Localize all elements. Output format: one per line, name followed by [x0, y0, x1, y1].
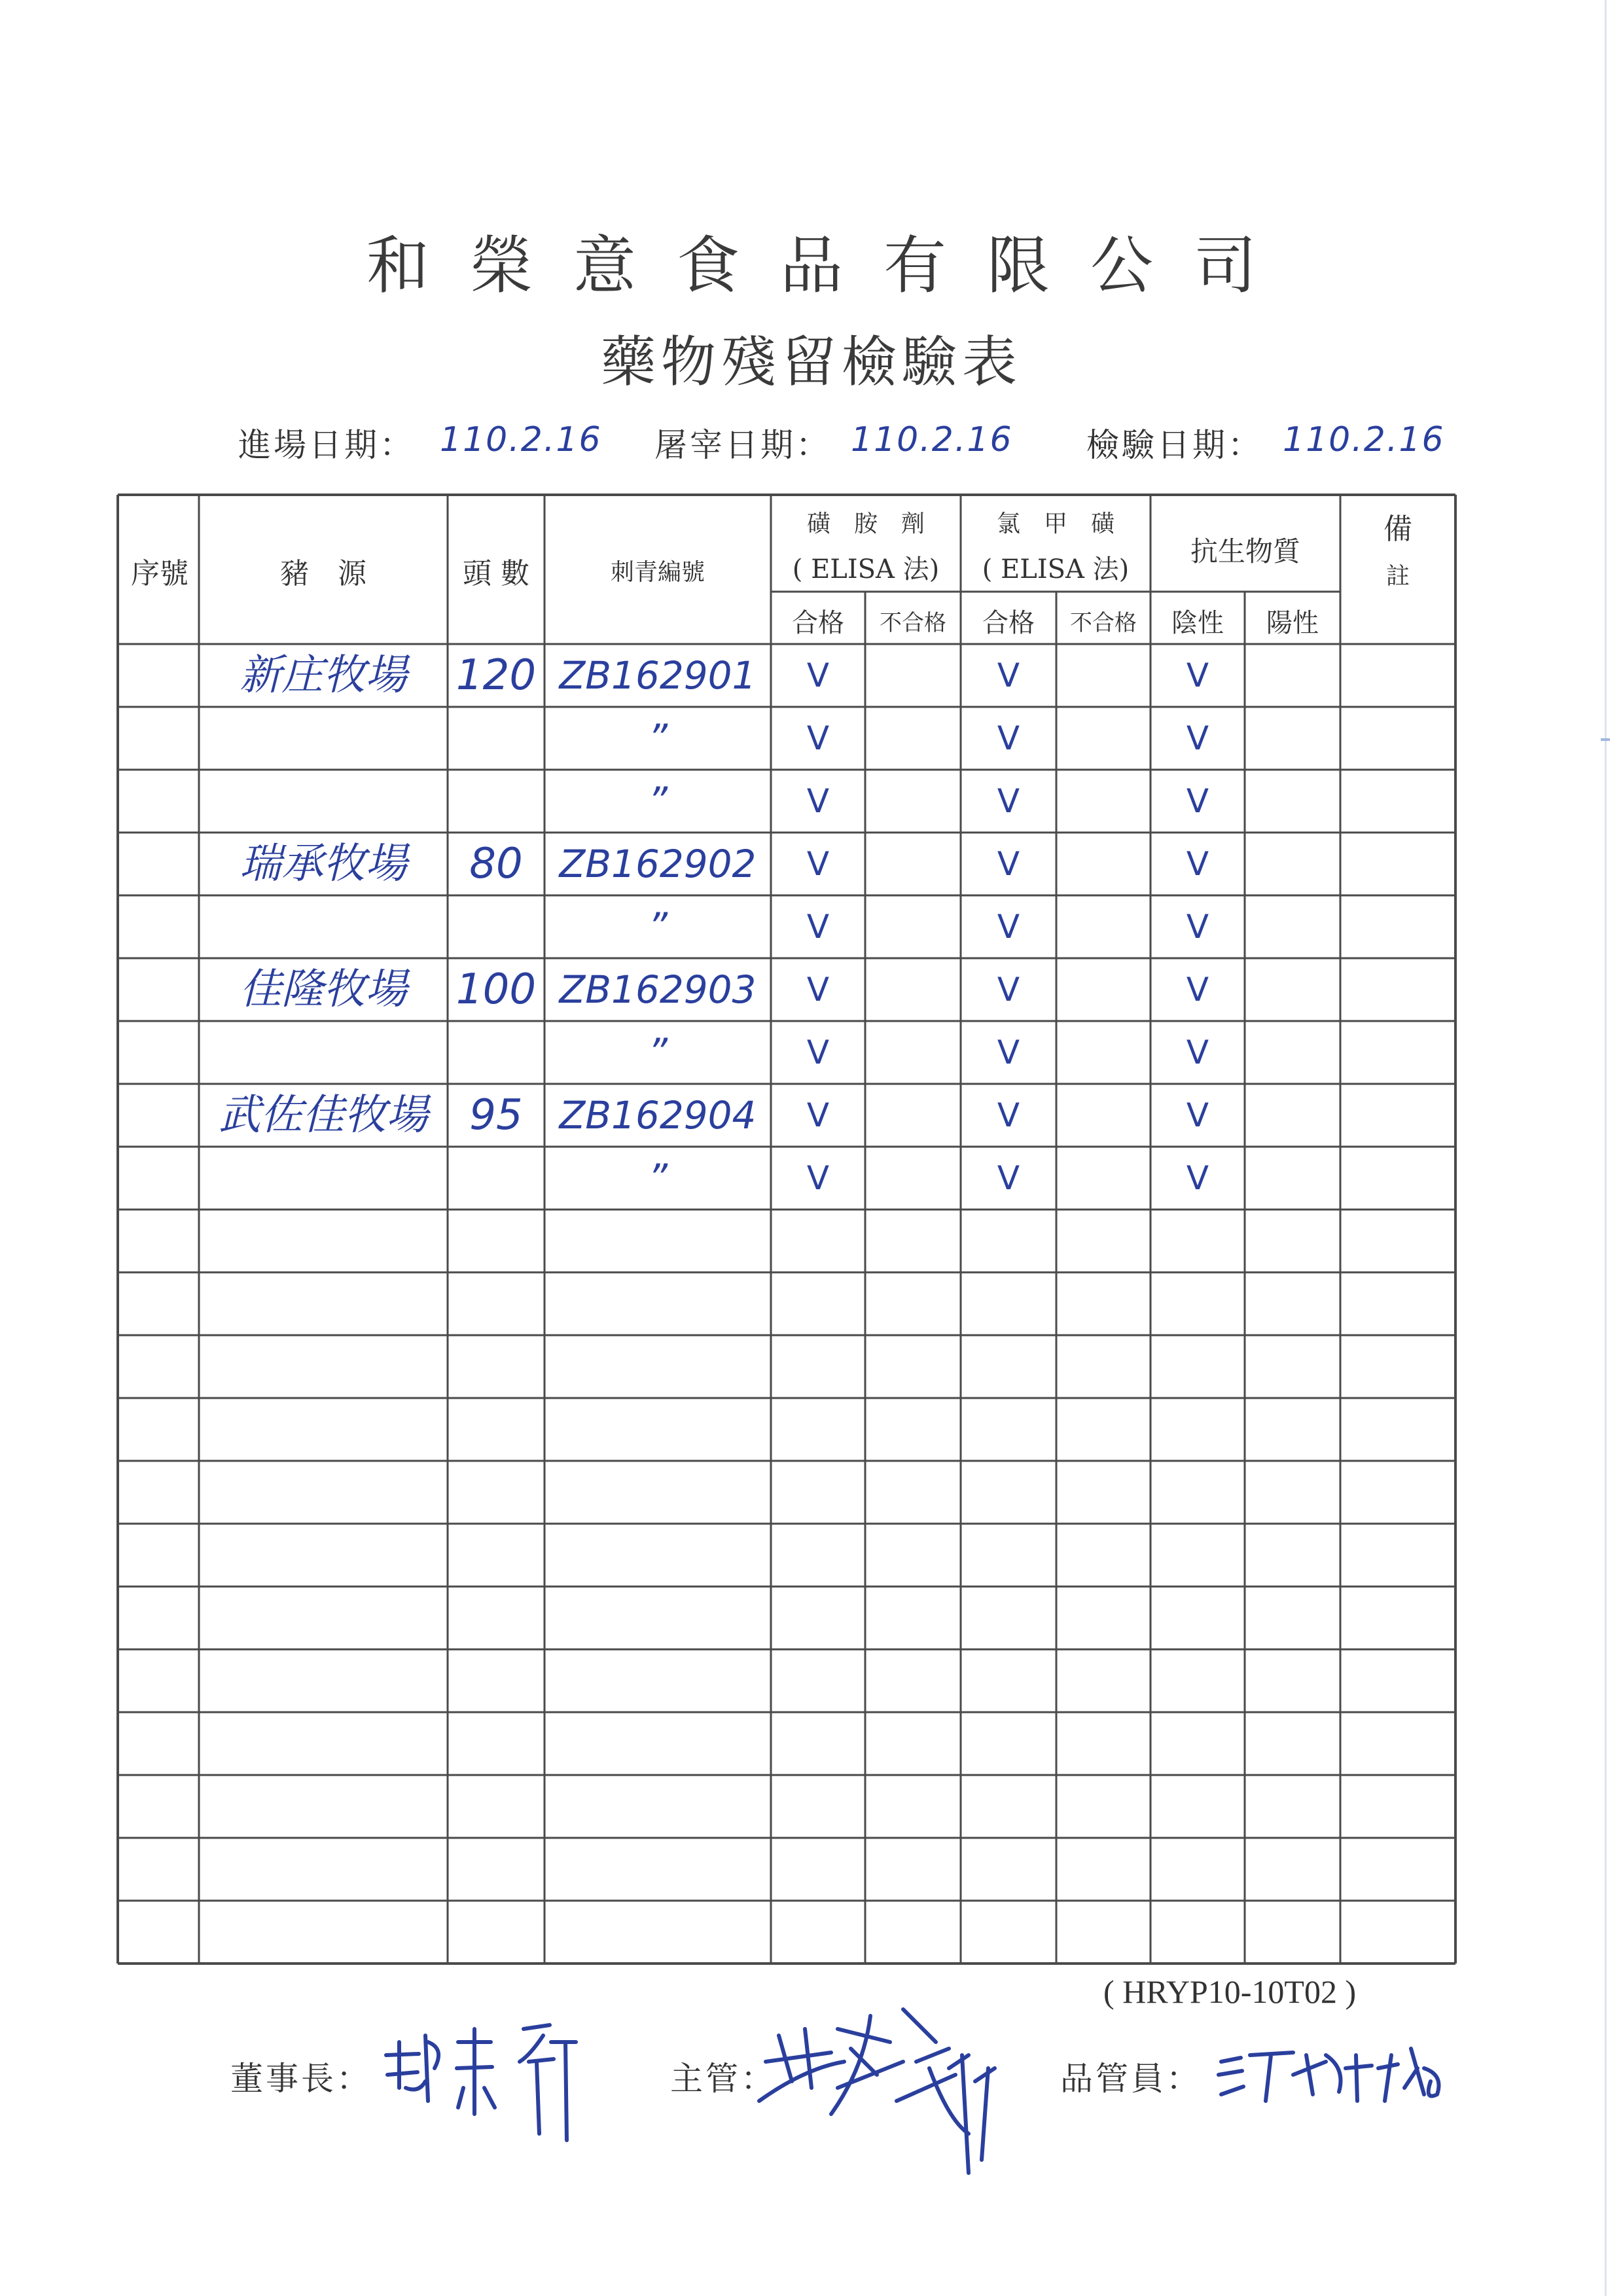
header-seq: 序號	[131, 557, 188, 590]
cell-positive	[1245, 1147, 1340, 1210]
cell-chloram-fail	[1056, 644, 1150, 707]
cell-seq	[118, 770, 199, 833]
cell-seq	[118, 833, 199, 895]
cell-head-count: 100	[455, 965, 537, 1014]
cell-sulfa-fail	[865, 770, 961, 833]
header-positive: 陽性	[1266, 608, 1319, 638]
cell-sulfa-pass: V	[806, 1096, 830, 1134]
cell-chloram-fail	[1056, 1021, 1150, 1084]
form-title: 藥物殘留檢驗表	[600, 330, 1022, 394]
cell-sulfa-pass: V	[806, 1033, 830, 1071]
cell-chloram-pass: V	[997, 845, 1020, 883]
qc-signature	[1215, 2029, 1450, 2114]
cell-source: 瑞承牧場	[240, 840, 407, 888]
cell-positive	[1245, 1084, 1340, 1147]
cell-chloram-pass: V	[997, 1096, 1020, 1134]
cell-seq	[118, 1147, 199, 1210]
cell-positive	[1245, 770, 1340, 833]
cell-negative: V	[1186, 1096, 1209, 1134]
cell-remark	[1340, 895, 1455, 958]
header-chloram-pass: 合格	[982, 608, 1035, 638]
cell-source	[199, 1021, 448, 1084]
cell-head-count: 95	[469, 1091, 523, 1139]
slaughter-date-label: 屠宰日期：	[654, 426, 831, 464]
cell-head-count	[448, 895, 544, 958]
cell-remark	[1340, 644, 1455, 707]
cell-tattoo: ZB162903	[559, 967, 757, 1012]
cell-tattoo: ”	[647, 1156, 668, 1200]
header-chloram: 氯 甲 磺	[996, 511, 1115, 537]
cell-head-count	[448, 1147, 544, 1210]
header-head-count: 頭 數	[463, 557, 529, 590]
cell-sulfa-pass: V	[806, 971, 830, 1009]
arrival-date-label: 進場日期：	[238, 426, 415, 464]
cell-seq	[118, 895, 199, 958]
cell-negative: V	[1186, 719, 1209, 757]
cell-chloram-fail	[1056, 707, 1150, 770]
cell-negative: V	[1186, 1033, 1209, 1071]
cell-sulfa-fail	[865, 833, 961, 895]
cell-sulfa-fail	[865, 1084, 961, 1147]
cell-seq	[118, 1084, 199, 1147]
cell-chloram-fail	[1056, 895, 1150, 958]
cell-head-count	[448, 770, 544, 833]
cell-chloram-pass: V	[997, 656, 1020, 694]
cell-chloram-pass: V	[997, 908, 1020, 946]
cell-tattoo: ”	[647, 716, 668, 761]
supervisor-label: 主管：	[670, 2060, 776, 2098]
arrival-date-value: 110.2.16	[440, 420, 602, 459]
cell-source: 新庄牧場	[240, 651, 407, 700]
header-tattoo: 刺青編號	[610, 559, 705, 586]
cell-positive	[1245, 707, 1340, 770]
cell-remark	[1340, 707, 1455, 770]
supervisor-signature	[753, 1990, 1001, 2186]
cell-sulfa-fail	[865, 1147, 961, 1210]
cell-chloram-fail	[1056, 1084, 1150, 1147]
header-remarks-1: 備	[1383, 512, 1412, 546]
cell-negative: V	[1186, 656, 1209, 694]
chairman-label: 董事長：	[230, 2060, 372, 2098]
cell-chloram-pass: V	[997, 971, 1020, 1009]
cell-tattoo: ZB162902	[559, 842, 757, 886]
cell-tattoo: ”	[647, 905, 668, 949]
cell-sulfa-pass: V	[806, 656, 830, 694]
header-sulfa-fail: 不合格	[880, 610, 946, 636]
cell-sulfa-pass: V	[806, 719, 830, 757]
qc-label: 品管員：	[1060, 2060, 1202, 2098]
cell-chloram-pass: V	[997, 782, 1020, 820]
header-negative: 陰性	[1171, 608, 1224, 638]
cell-chloram-pass: V	[997, 719, 1020, 757]
cell-chloram-fail	[1056, 770, 1150, 833]
cell-positive	[1245, 644, 1340, 707]
cell-source	[199, 895, 448, 958]
cell-sulfa-pass: V	[806, 908, 830, 946]
cell-negative: V	[1186, 782, 1209, 820]
company-name: 和榮意食品有限公司	[366, 229, 1297, 302]
form-code: ( HRYP10-10T02 )	[1103, 1973, 1357, 2010]
cell-seq	[118, 958, 199, 1021]
cell-sulfa-fail	[865, 644, 961, 707]
cell-chloram-fail	[1056, 833, 1150, 895]
cell-remark	[1340, 1021, 1455, 1084]
cell-remark	[1340, 1084, 1455, 1147]
cell-seq	[118, 707, 199, 770]
header-remarks-2: 註	[1385, 563, 1410, 590]
cell-positive	[1245, 958, 1340, 1021]
cell-positive	[1245, 833, 1340, 895]
cell-tattoo: ZB162904	[559, 1093, 757, 1138]
cell-negative: V	[1186, 845, 1209, 883]
cell-chloram-pass: V	[997, 1159, 1020, 1197]
cell-source	[199, 707, 448, 770]
cell-seq	[118, 644, 199, 707]
cell-sulfa-fail	[865, 1021, 961, 1084]
cell-sulfa-fail	[865, 958, 961, 1021]
inspection-date-value: 110.2.16	[1283, 420, 1445, 459]
cell-source	[199, 770, 448, 833]
header-sulfa-method: ( ELISA 法)	[792, 554, 940, 584]
cell-source: 武佐佳牧場	[219, 1091, 428, 1139]
cell-sulfa-pass: V	[806, 1159, 830, 1197]
cell-chloram-pass: V	[997, 1033, 1020, 1071]
header-sulfa: 磺 胺 劑	[806, 511, 925, 537]
cell-head-count	[448, 1021, 544, 1084]
cell-head-count: 120	[455, 651, 537, 700]
cell-head-count	[448, 707, 544, 770]
cell-head-count: 80	[469, 840, 523, 888]
header-sulfa-pass: 合格	[792, 608, 844, 638]
cell-sulfa-pass: V	[806, 782, 830, 820]
cell-tattoo: ZB162901	[559, 653, 757, 698]
cell-negative: V	[1186, 1159, 1209, 1197]
cell-source	[199, 1147, 448, 1210]
cell-positive	[1245, 1021, 1340, 1084]
cell-remark	[1340, 1147, 1455, 1210]
header-chloram-method: ( ELISA 法)	[982, 554, 1130, 584]
cell-negative: V	[1186, 908, 1209, 946]
cell-remark	[1340, 958, 1455, 1021]
header-chloram-fail: 不合格	[1070, 610, 1137, 636]
cell-sulfa-fail	[865, 707, 961, 770]
cell-chloram-fail	[1056, 958, 1150, 1021]
cell-remark	[1340, 833, 1455, 895]
header-antibiotic: 抗生物質	[1190, 535, 1300, 567]
cell-tattoo: ”	[647, 779, 668, 823]
cell-tattoo: ”	[647, 1030, 668, 1075]
cell-source: 佳隆牧場	[240, 965, 407, 1014]
header-source: 豬 源	[280, 557, 366, 590]
chairman-signature	[380, 2016, 589, 2147]
inspection-date-label: 檢驗日期：	[1086, 426, 1263, 464]
cell-remark	[1340, 770, 1455, 833]
cell-seq	[118, 1021, 199, 1084]
cell-sulfa-pass: V	[806, 845, 830, 883]
cell-sulfa-fail	[865, 895, 961, 958]
slaughter-date-value: 110.2.16	[851, 420, 1013, 459]
cell-negative: V	[1186, 971, 1209, 1009]
cell-positive	[1245, 895, 1340, 958]
cell-chloram-fail	[1056, 1147, 1150, 1210]
